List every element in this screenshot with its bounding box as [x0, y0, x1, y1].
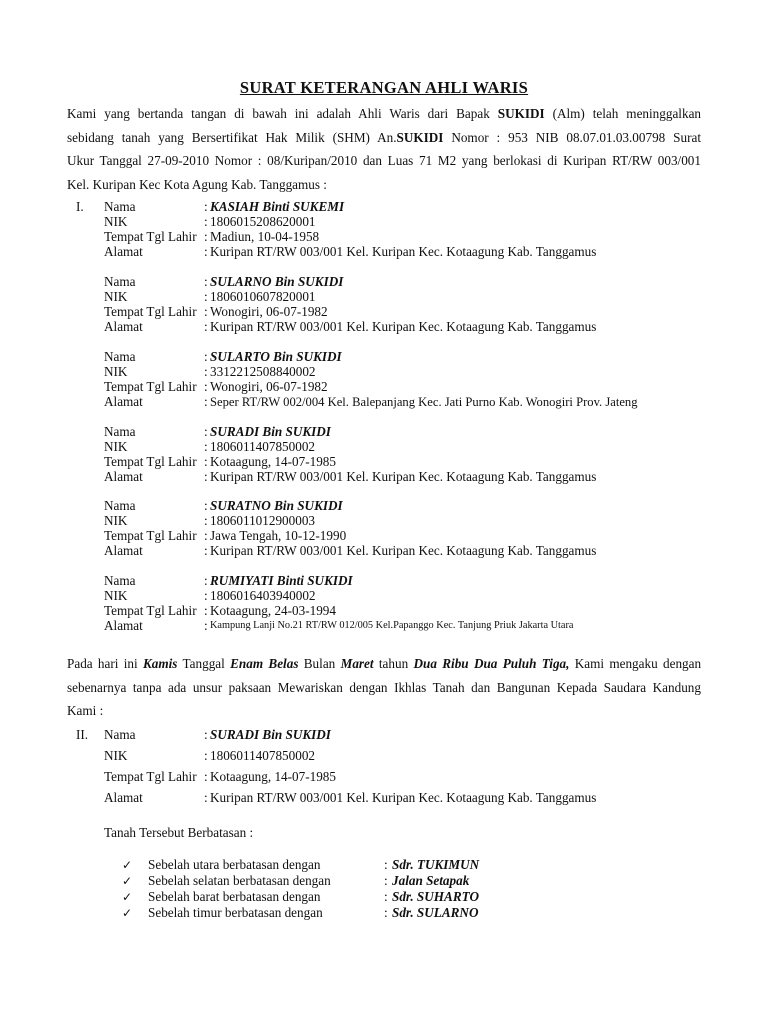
- check-icon: ✓: [122, 858, 133, 872]
- statement-line: Kami :: [67, 703, 104, 719]
- document-page: SURAT KETERANGAN AHLI WARIS Kami yang bertanda tangan di bawah ini adalah Ahli Waris dari Bapak SUKIDI (Alm) telah meninggalkan sebidang tanah yang Bersertifikat Hak Milik (SHM) An.SUKIDI Nomor : 953 NIB 08.07.01.03.00798 Surat Ukur Tanggal 27-09-2010 Nomor : 08/Kuripan/2010 dan Luas 71 M2 yang berlokasi di Kuripan RT/RW 003/001 Kel. Kuripan Kec Kota Agung Kab. Tanggamus : I. Nama : KASIAH Binti SUKEMI NIK : 1806015208620001 Tempat Tgl Lahir : Madiun, 10-04-1958 Alamat : Kuripan RT/RW 003/001 Kel. Kuripan Kec. Kotaagung Kab. Tanggamus Nama : SULARNO Bin SUKIDI NIK : 1806010607820001 Tempat Tgl Lahir : Wonogiri, 06-07-1982 Alamat : Kuripan RT/RW 003/001 Kel. Kuripan Kec. Kotaagung Kab. Tanggamus Nama : SULARTO Bin SUKIDI NIK : 3312212508840002 Tempat Tgl Lahir : Wonogiri, 06-07-1982 Alamat : Seper RT/RW 002/004 Kel. Balepanjang Kec. Jati Purno Kab. Wonogiri Prov. Jateng Nama : SURADI Bin SUKIDI NIK : 1806011407850002 Tempat Tgl Lahir : Kotaagung, 14-07-1985 Alamat : Kuripan RT/RW 003/001 Kel. Kuripan Kec. Kotaagung Kab. Tanggamus Nama : SURATNO Bin SUKIDI NIK : 1806011012900003 Tempat Tgl Lahir : Jawa Tengah, 10-12-1990 Alamat : Kuripan RT/RW 003/001 Kel. Kuripan Kec. Kotaagung Kab. Tanggamus Nama : RUMIYATI Binti SUKIDI NIK : 1806016403940002 Tempat Tgl Lahir : Kotaagung, 24-03-1994 Alamat : Kampung Lanji No.21 RT/RW 012/005 Kel.Papanggo Kec. Tanjung Priuk Jakarta Utara Pada hari ini Kamis Tanggal Enam Belas Bulan Maret tahun Dua Ribu Dua Puluh Tiga, Kami mengaku dengan sebenarnya tanpa ada unsur paksaan Mewariskan dengan Ikhlas Tanah dan Bangunan Kepada Saudara Kandung Kami : II. Nama : SURADI Bin SUKIDI NIK : 1806011407850002 Tempat Tgl Lahir : Kotaagung, 14-07-1985 Alamat : Kuripan RT/RW 003/001 Kel. Kuripan Kec. Kotaagung Kab. Tanggamus Tanah Tersebut Berbatasan : ✓ Sebelah utara berbatasan dengan : Sdr. TUKIMUN ✓ Sebelah selatan berbatasan dengan : Jalan Setapak ✓ Sebelah barat berbatasan dengan : Sdr. SUHARTO ✓ Sebelah timur berbatasan dengan : Sdr. SULARNO: [0, 0, 768, 1024]
- check-icon: ✓: [122, 890, 133, 904]
- document-title: SURAT KETERANGAN AHLI WARIS: [239, 78, 529, 97]
- check-icon: ✓: [122, 874, 133, 888]
- owner-name: SUKIDI: [396, 129, 444, 145]
- deceased-name: SUKIDI: [497, 106, 545, 121]
- intro-line: Kami yang bertanda tangan di bawah ini adalah Ahli Waris dari Bapak SUKIDI (Alm) telah meninggalkan: [67, 106, 702, 121]
- section-numeral: II.: [76, 727, 89, 742]
- intro-line: sebidang tanah yang Bersertifikat Hak Milik (SHM) An.SUKIDI Nomor : 953 NIB 08.07.01.03.00798 Surat: [67, 129, 701, 145]
- statement-line: sebenarnya tanpa ada unsur paksaan Mewariskan dengan Ikhlas Tanah dan Bangunan Kepada Saudara Kandung: [67, 679, 701, 695]
- intro-line: Ukur Tanggal 27-09-2010 Nomor : 08/Kuripan/2010 dan Luas 71 M2 yang berlokasi di Kuripan RT/RW 003/001: [67, 153, 701, 169]
- section-numeral: I.: [76, 199, 84, 214]
- intro-line: Kel. Kuripan Kec Kota Agung Kab. Tanggamus :: [67, 176, 327, 192]
- statement-line: Pada hari ini Kamis Tanggal Enam Belas Bulan Maret tahun Dua Ribu Dua Puluh Tiga, Kami mengaku dengan: [67, 656, 702, 671]
- statement-paragraph: [67, 652, 701, 723]
- check-icon: ✓: [122, 906, 133, 920]
- borders-heading: Tanah Tersebut Berbatasan :: [104, 825, 254, 840]
- intro-paragraph: [67, 102, 701, 196]
